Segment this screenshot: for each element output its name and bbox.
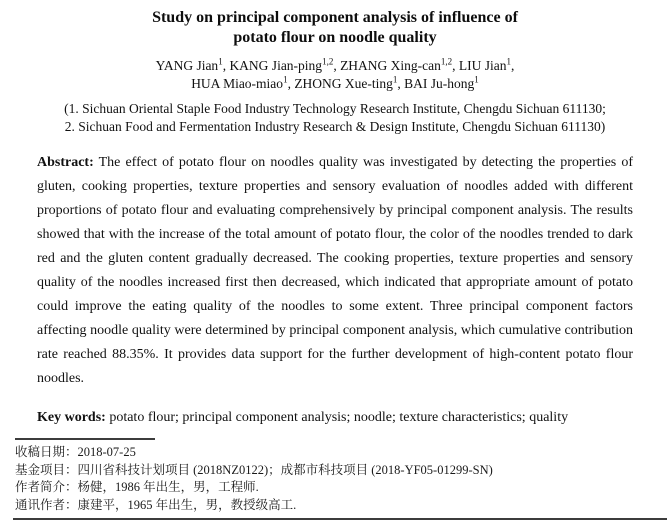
author	[156, 58, 230, 73]
paper-title-line1: Study on principal component analysis of influence of	[152, 9, 518, 26]
keywords-paragraph	[37, 406, 633, 430]
author-list	[0, 57, 670, 93]
author-name: ZHONG Xue-ting	[294, 76, 393, 91]
author	[340, 58, 459, 73]
paper-title	[0, 0, 670, 48]
corresponding-author-line: 通讯作者：康建平，1965 年出生，男，教授级高工.	[15, 497, 297, 512]
author-affil-superscript: 1	[283, 74, 288, 85]
author-separator: ,	[452, 58, 459, 73]
author-separator: ,	[222, 58, 230, 73]
author	[404, 76, 479, 91]
author-affil-superscript: 1	[218, 56, 223, 67]
author-affil-superscript: 1	[474, 74, 479, 85]
keywords-text: potato flour; principal component analysis; noodle; texture characteristics; quality	[105, 410, 569, 425]
author-affil-superscript: 1,2	[440, 56, 453, 67]
author-name: LIU Jian	[458, 58, 507, 73]
author-separator: ,	[397, 76, 405, 91]
affiliation-list	[0, 100, 670, 136]
author-name: BAI Ju-hong	[404, 76, 475, 91]
author-separator: ,	[333, 58, 341, 73]
received-date-line: 收稿日期：2018-07-25	[15, 445, 136, 459]
affiliation-line1: (1. Sichuan Oriental Staple Food Industry Technology Research Institute, Chengdu Sichuan 611130;	[64, 101, 606, 116]
author-separator: ,	[511, 58, 515, 73]
fund-project-line: 基金项目：四川省科技计划项目 (2018NZ0122)；成都市科技项目 (2018-YF05-01299-SN)	[15, 462, 493, 477]
abstract-paragraph	[37, 151, 633, 391]
author-affil-superscript: 1	[506, 56, 512, 67]
author	[229, 58, 340, 73]
abstract-label: Abstract:	[37, 155, 94, 170]
author-name: KANG Jian-ping	[229, 58, 323, 73]
author-affil-superscript: 1	[392, 74, 398, 85]
author-name: YANG Jian	[155, 58, 219, 73]
author	[294, 76, 404, 91]
author-bio-line: 作者简介：杨健，1986 年出生，男，工程师.	[15, 480, 259, 494]
page-bottom-rule	[13, 518, 667, 520]
author-separator: ,	[287, 76, 295, 91]
footnote-block	[15, 438, 660, 514]
author-name: HUA Miao-miao	[191, 76, 284, 91]
author	[459, 58, 515, 73]
author-affil-superscript: 1,2	[322, 56, 334, 67]
author	[191, 76, 294, 91]
footnote-separator-rule	[15, 438, 155, 440]
author-name: ZHANG Xing-can	[340, 58, 441, 73]
paper-title-line2: potato flour on noodle quality	[233, 29, 437, 46]
affiliation-line2: 2. Sichuan Food and Fermentation Industry Research & Design Institute, Chengdu Sichuan 611130)	[64, 119, 606, 134]
abstract-text: The effect of potato flour on noodles quality was investigated by detecting the properties of gluten, cooking properties, texture properties and sensory evaluation of noodles added with different proportions of potato flour and evaluating comprehensively by principal component analysis. The results showed that with the increase of the total amount of potato flour, the color of the noodles trended to dark red and the gluten content gradually decreased. The cooking properties, texture properties and sensory quality of the noodles increased first then decreased, which indicated that appropriate amount of potato could improve the eating quality of the noodles to some extent. Three principal component factors affecting noodle quality were determined by principal component analysis, which cumulative contribution rate reached 88.35%. It provides data support for the further development of high-content potato flour noodles.	[37, 155, 633, 386]
keywords-label: Key words:	[37, 410, 106, 425]
